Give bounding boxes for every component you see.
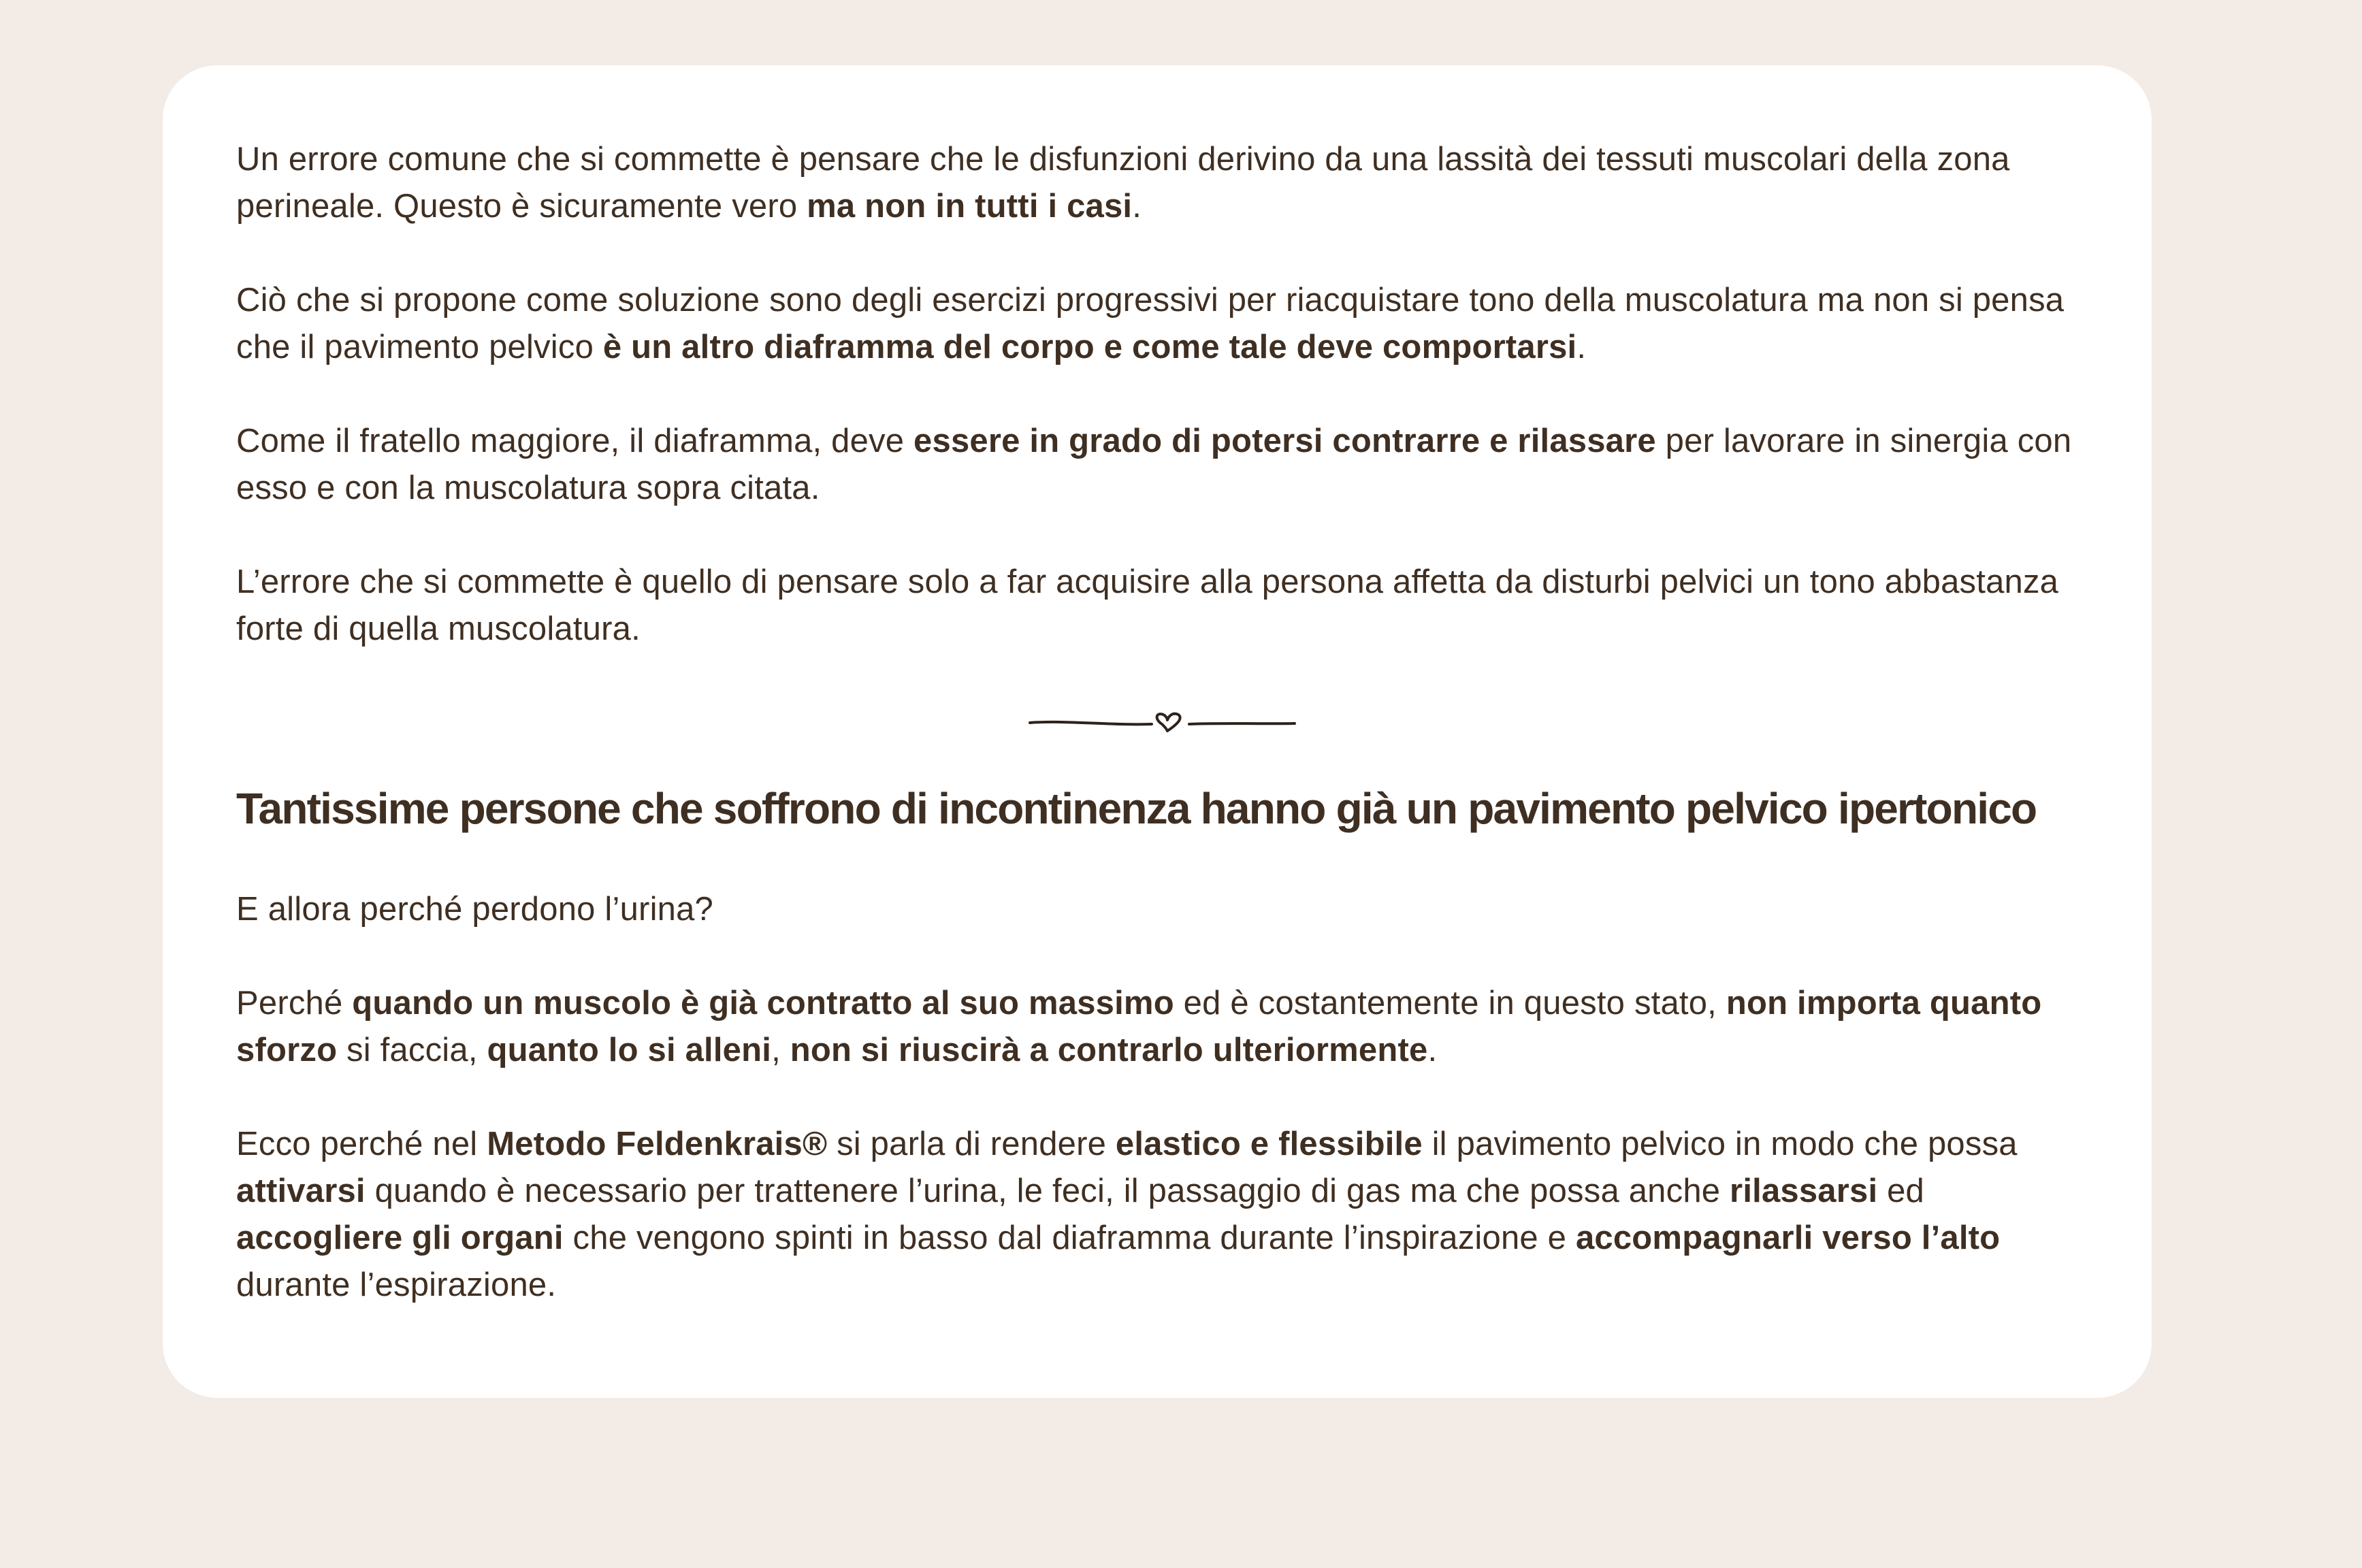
text-run: per lavorare in sinergia con esso e con la muscolatura sopra citata.	[236, 423, 2072, 506]
text-run: .	[1132, 188, 1142, 225]
paragraph	[236, 136, 2084, 230]
text-run: Un errore comune che si commette è pensare che le disfunzioni derivino da una lassità dei tessuti muscolari della zona perineale. Questo è sicuramente vero	[236, 141, 2010, 225]
bold-text: Metodo Feldenkrais®	[487, 1126, 828, 1162]
text-run: si faccia,	[337, 1032, 487, 1068]
text-run: Ciò che si propone come soluzione sono degli esercizi progressivi per riacquistare tono della muscolatura ma non si pensa che il pavimento pelvico	[236, 282, 2065, 365]
bold-text: non si riuscirà a contrarlo ulteriormente	[790, 1032, 1428, 1068]
text-run: Perché	[236, 985, 353, 1022]
bold-text: accompagnarli verso l’alto	[1575, 1220, 2001, 1256]
bold-text: essere in grado di potersi contrarre e rilassare	[913, 423, 1656, 459]
text-run: il pavimento pelvico in modo che possa	[1422, 1126, 2018, 1162]
bold-text: elastico e flessibile	[1115, 1126, 1423, 1162]
text-run: E allora perché perdono l’urina?	[236, 891, 714, 928]
bold-text: non importa quanto sforzo	[236, 985, 2042, 1068]
divider	[236, 700, 2084, 740]
bold-text: è un altro diaframma del corpo e come tale deve comportarsi	[602, 329, 1577, 365]
bold-text: quando un muscolo è già contratto al suo massimo	[352, 985, 1174, 1022]
text-run: si parla di rendere	[827, 1126, 1116, 1162]
content-card	[163, 65, 2152, 1398]
paragraph	[236, 886, 2084, 933]
text-run: che vengono spinti in basso dal diaframma durante l’inspirazione e	[563, 1220, 1576, 1256]
text-run: .	[1427, 1032, 1438, 1068]
text-run: Ecco perché nel	[236, 1126, 487, 1162]
paragraph	[236, 418, 2084, 512]
bold-text: quanto lo si alleni	[487, 1032, 772, 1068]
text-run: ed	[1877, 1173, 1925, 1209]
bold-text: ma non in tutti i casi	[807, 188, 1133, 225]
text-run: durante l’espirazione.	[236, 1267, 557, 1303]
section-heading: Tantissime persone che soffrono di incontinenza hanno già un pavimento pelvico ipertonico	[236, 784, 2037, 833]
paragraph	[236, 1121, 2084, 1309]
text-run: L’errore che si commette è quello di pensare solo a far acquisire alla persona affetta da disturbi pelvici un tono abbastanza forte di quella muscolatura.	[236, 564, 2059, 647]
text-run: ed è costantemente in questo stato,	[1174, 985, 1726, 1022]
bold-text: attivarsi	[236, 1173, 366, 1209]
bold-text: rilassarsi	[1730, 1173, 1878, 1209]
bold-text: accogliere gli organi	[236, 1220, 564, 1256]
text-run: Come il fratello maggiore, il diaframma, deve	[236, 423, 914, 459]
heart-icon	[1026, 700, 1298, 738]
paragraph	[236, 277, 2084, 371]
text-run: .	[1576, 329, 1587, 365]
text-run: ,	[771, 1032, 790, 1068]
text-run: quando è necessario per trattenere l’urina, le feci, il passaggio di gas ma che possa anche	[365, 1173, 1730, 1209]
paragraph	[236, 980, 2084, 1074]
paragraph	[236, 559, 2084, 653]
